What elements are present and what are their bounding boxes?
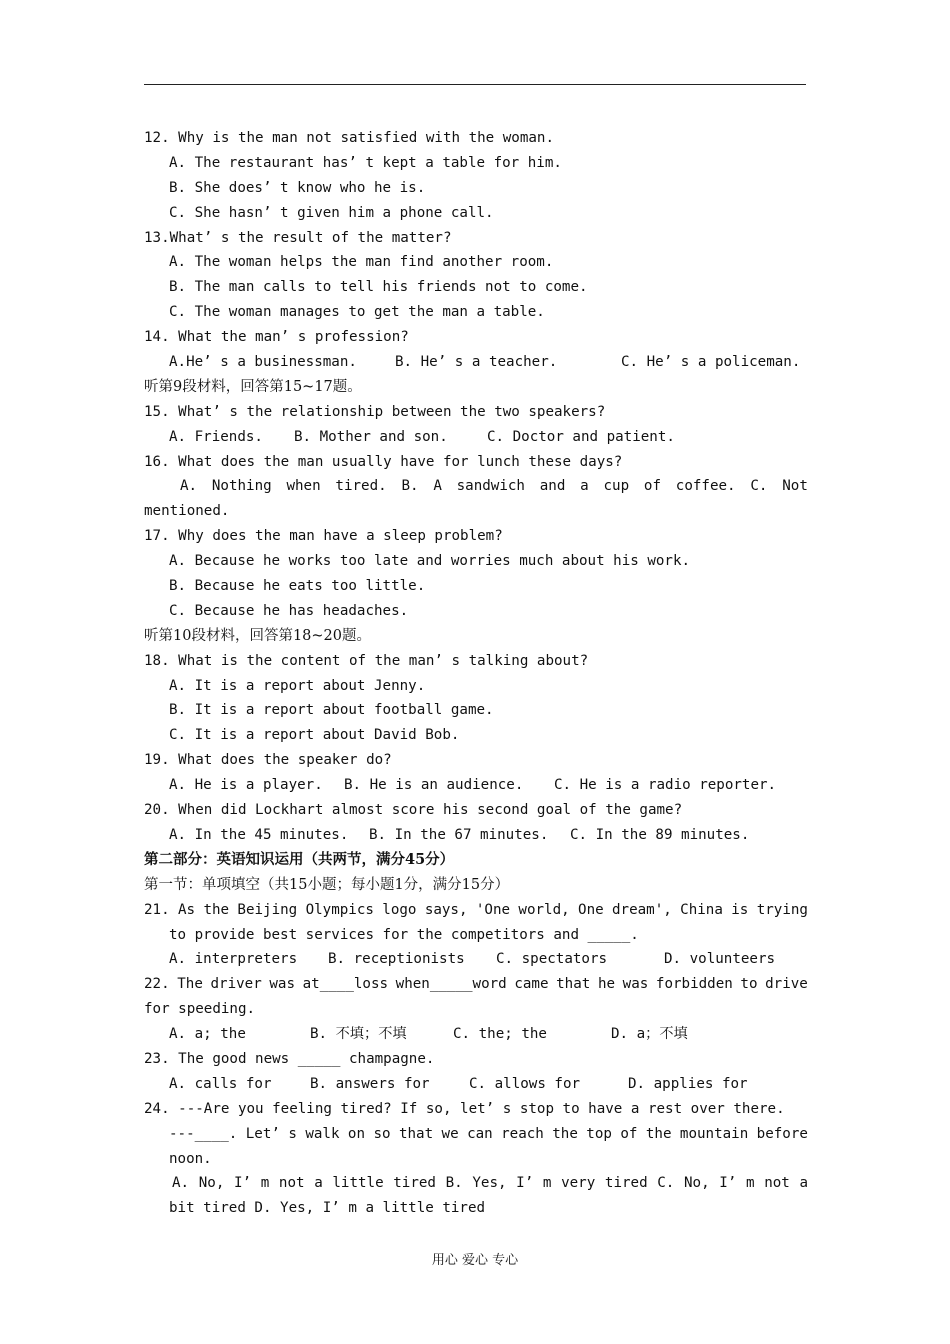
question-14-option-b: B. He’ s a teacher. [395,354,558,371]
question-15-option-a: A. Friends. [169,428,263,445]
word: so [373,1125,391,1142]
word: drive [765,976,808,993]
word: 'One [475,901,511,918]
question-21-option-c: C. spectators [496,951,608,968]
word: top [586,1125,612,1142]
word: says, [424,901,468,918]
exam-content [144,126,808,1221]
question-21-option-a: A. interpreters [169,951,298,968]
word: C. [750,478,768,495]
question-21-stem [144,898,808,923]
word: is [731,901,749,918]
question-15-option-c: C. Doctor and patient. [487,428,675,445]
word: 22. [144,976,170,993]
word: s [288,1125,297,1142]
question-23-option-a: A. calls for [169,1075,272,1092]
question-18-option-b: B. It is a report about football game. [169,702,494,719]
header-rule [144,84,806,85]
word: was [269,976,295,993]
word: dream', [612,901,672,918]
section-1-title: 第一节：单项填空（共15小题；每小题1分，满分15分） [144,876,510,893]
question-23-stem: 23. The good news _____ champagne. [144,1050,435,1067]
word: mountain [679,1125,749,1142]
question-12-option-b: B. She does’ t know who he is. [169,179,426,196]
question-16-options [144,474,808,499]
word: cup [603,478,630,495]
word: world, [518,901,570,918]
section-10-instruction: 听第10段材料，回答第18~20题。 [144,627,372,644]
page-footer: 用心 爱心 专心 [431,1253,519,1268]
question-22-stem [144,972,808,997]
question-24-options [144,1171,808,1196]
word: No, [198,1175,225,1192]
question-22-option-a: A. a; the [169,1026,246,1043]
word: walk [305,1125,340,1142]
word: sandwich [456,478,525,495]
question-19-option-c: C. He is a radio reporter. [554,777,777,794]
word: m [542,1175,552,1192]
word: C. [657,1175,675,1192]
part-2-title: 第二部分：英语知识运用（共两节，满分45分） [144,850,455,868]
question-20-option-a: A. In the 45 minutes. [169,826,349,843]
question-12-stem: 12. Why is the man not satisfied with the woman. [144,130,554,146]
question-14-options [144,350,808,375]
word: B. [401,478,419,495]
word: of [620,1125,638,1142]
question-20-options [144,823,808,848]
word: 21. [144,901,170,918]
word: One [578,901,604,918]
word: I’ [234,1175,252,1192]
question-22-stem-continued: for speeding. [144,1001,256,1018]
question-21-option-d: D. volunteers [664,951,776,968]
question-20-option-c: C. In the 89 minutes. [570,826,750,843]
question-22-option-c: C. the; the [453,1026,547,1043]
question-14-stem: 14. What the man’ s profession? [144,329,409,346]
question-17-option-a: A. Because he works too late and worries much about his work. [169,553,691,570]
word: A. [172,1175,190,1192]
question-20-option-b: B. In the 67 minutes. [369,826,549,843]
word: tired [604,1175,648,1192]
question-24-reply [144,1122,808,1147]
word: we [441,1125,459,1142]
question-13-option-a: A. The woman helps the man find another room. [169,254,554,271]
word: that [556,976,591,993]
word: tired [393,1175,436,1192]
word: before [756,1125,808,1142]
word: B. [445,1175,463,1192]
word: As [177,901,196,918]
word: A. [180,478,198,495]
word: very [561,1175,596,1192]
word: m [260,1175,270,1192]
word: The [177,976,203,993]
question-20-stem: 20. When did Lockhart almost score his second goal of the game? [144,802,683,819]
word: driver [210,976,262,993]
question-19-options [144,773,808,798]
question-19-option-a: A. He is a player. [169,777,323,794]
word: that [398,1125,434,1142]
word: the [645,1125,672,1142]
word: China [680,901,723,918]
question-22-option-b: B. 不填；不填 [310,1026,407,1043]
question-18-option-c: C. It is a report about David Bob. [169,727,460,744]
question-24-stem: 24. ---Are you feeling tired? If so, let’ s stop to have a rest over there. [144,1100,785,1117]
word: he [597,976,616,993]
word: Olympics [305,901,374,918]
question-15-options [144,425,808,450]
question-14-option-a: A.He’ s a businessman. [169,354,357,371]
word: A [433,478,442,495]
word: ---____. [169,1125,238,1142]
word: Nothing [211,478,272,495]
word: I’ [719,1175,737,1192]
word: and [539,478,566,495]
word: a [580,478,589,495]
question-21-options [144,947,808,972]
question-22-option-d: D. a；不填 [611,1026,688,1043]
word: Let’ [245,1125,280,1142]
word: to [740,976,758,993]
word: of [643,478,661,495]
question-17-stem: 17. Why does the man have a sleep problem? [144,528,503,545]
word: was [622,976,649,993]
word: coffee. [675,478,736,495]
question-23-option-d: D. applies for [628,1075,748,1092]
question-15-option-b: B. Mother and son. [294,428,448,445]
question-18-stem: 18. What is the content of the man’ s talking about? [144,652,589,669]
question-17-option-c: C. Because he has headaches. [169,602,409,619]
word: Beijing [237,901,298,918]
question-23-option-b: B. answers for [310,1075,430,1092]
question-16-options-continued: mentioned. [144,503,230,520]
word: came [514,976,549,993]
word: I’ [516,1175,534,1192]
word: the [203,901,230,918]
question-24-options-continued: bit tired D. Yes, I’ m a little tired [169,1200,486,1217]
word: when [286,478,321,495]
question-13-stem: 13.What’ s the result of the matter? [144,229,452,246]
section-9-instruction: 听第9段材料，回答第15~17题。 [144,378,362,395]
word: a [799,1175,808,1192]
word: can [467,1125,493,1142]
question-21-stem-continued: to provide best services for the competitors and _____. [169,926,639,943]
question-23-option-c: C. allows for [469,1075,581,1092]
question-23-options [144,1072,808,1097]
question-14-option-c: C. He’ s a policeman. [621,354,801,371]
word: not [278,1175,305,1192]
question-16-stem: 16. What does the man usually have for lunch these days? [144,453,623,470]
word: when_____word [395,976,507,993]
question-19-option-b: B. He is an audience. [344,777,524,794]
word: on [347,1125,366,1142]
question-12-option-c: C. She hasn’ t given him a phone call. [169,204,494,221]
question-21-option-b: B. receptionists [328,951,465,968]
question-12-option-a: A. The restaurant has’ t kept a table for him. [169,154,562,171]
word: tired. [335,478,387,495]
word: the [552,1125,578,1142]
question-24-reply-continued: noon. [169,1150,212,1167]
question-17-option-b: B. Because he eats too little. [169,578,426,595]
word: forbidden [655,976,733,993]
word: a [314,1175,323,1192]
word: at____loss [302,976,389,993]
question-15-stem: 15. What’ s the relationship between the two speakers? [144,403,606,420]
word: trying [756,901,808,918]
word: logo [382,901,417,918]
word: No, [684,1175,710,1192]
question-13-option-b: B. The man calls to tell his friends not to come. [169,279,588,296]
question-19-stem: 19. What does the speaker do? [144,752,392,769]
question-18-option-a: A. It is a report about Jenny. [169,677,426,694]
word: m [746,1175,755,1192]
question-22-options [144,1022,808,1047]
word: little [332,1175,384,1192]
question-13-option-c: C. The woman manages to get the man a table. [169,304,545,321]
word: reach [501,1125,544,1142]
word: Not [782,478,808,495]
word: not [764,1175,790,1192]
word: Yes, [472,1175,507,1192]
